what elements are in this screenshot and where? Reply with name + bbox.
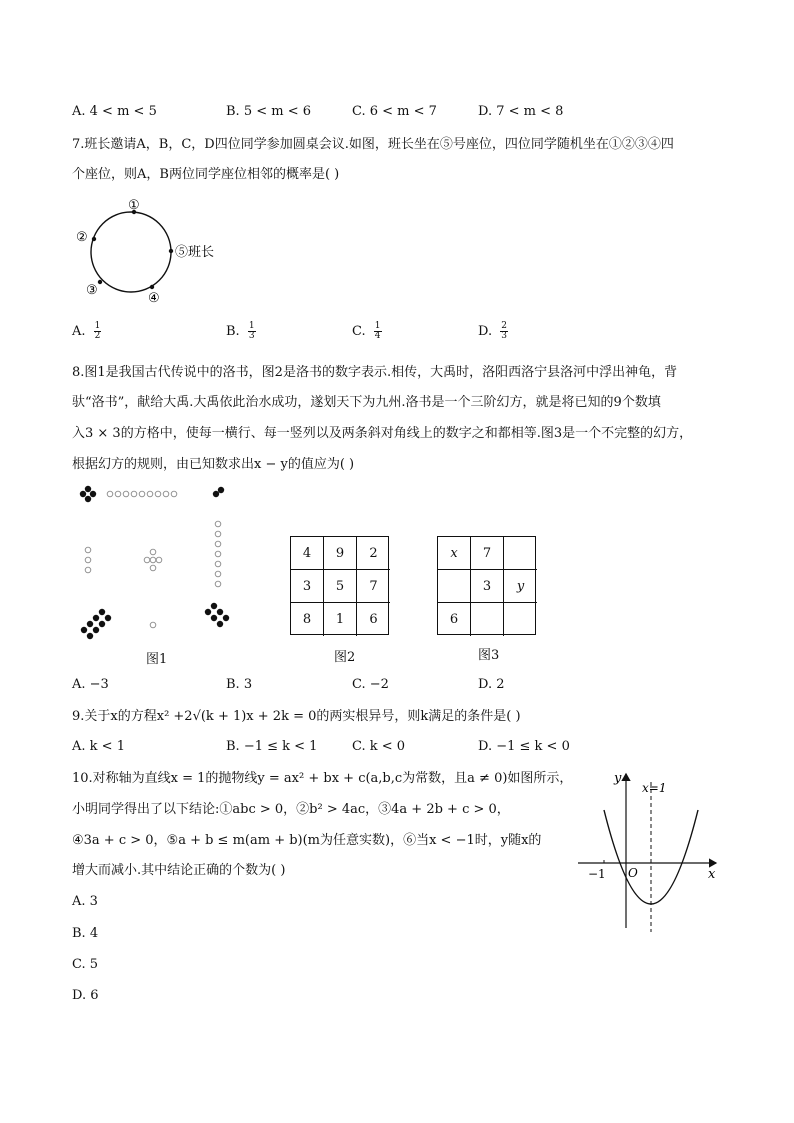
symmetry-axis-label: x=1 — [642, 781, 667, 795]
fraction-numerator: 1 — [248, 321, 255, 331]
q7-option-c-letter: C. — [352, 324, 366, 339]
q6-option-c: C. 6 < m < 7 — [352, 104, 437, 119]
grid3-cell — [438, 570, 471, 603]
fraction-denominator: 3 — [501, 331, 507, 341]
seat-3-label: ③ — [86, 283, 98, 298]
fig3-caption: 图3 — [478, 648, 500, 663]
q7-round-table-figure — [74, 196, 234, 306]
q10-text-line4: 增大而减小.其中结论正确的个数为( ) — [72, 863, 286, 878]
q9-option-d: D. −1 ≤ k < 0 — [478, 739, 570, 754]
q10-text-line1: 10.对称轴为直线x = 1的抛物线y = ax² + bx + c(a,b,c为常数，且a ≠ 0)如图所示， — [72, 771, 573, 786]
fraction-numerator: 2 — [501, 321, 507, 331]
q7-option-d — [478, 322, 508, 341]
grid3-cell — [504, 537, 537, 570]
grid2-cell: 7 — [357, 570, 390, 603]
parabola-graph — [578, 768, 724, 934]
q8-text-line2: 驮“洛书”，献给大禹.大禹依此治水成功，遂划天下为九州.洛书是一个三阶幻方，就是将已知的9个数填 — [72, 395, 661, 410]
q10-option-b: B. 4 — [72, 926, 99, 941]
q7-option-a-letter: A. — [72, 324, 86, 339]
grid3-cell: x — [438, 537, 471, 570]
seat-4-label: ④ — [148, 291, 160, 306]
q10-option-d: D. 6 — [72, 988, 99, 1003]
grid2-cell: 5 — [324, 570, 357, 603]
origin-label: O — [628, 866, 638, 880]
q7-option-c-fraction — [374, 322, 382, 341]
grid2-cell: 6 — [369, 612, 378, 627]
q7-text-line2: 个座位，则A，B两位同学座位相邻的概率是( ) — [72, 167, 340, 182]
q6-option-b: B. 5 < m < 6 — [226, 104, 312, 119]
y-axis-label: y — [614, 771, 622, 786]
q8-option-b: B. 3 — [226, 677, 253, 692]
grid3-cell — [504, 603, 537, 636]
grid2-cell: 9 — [324, 537, 357, 570]
grid2-cell: 3 — [291, 570, 324, 603]
q8-text-line1: 8.图1是我国古代传说中的洛书，图2是洛书的数字表示.相传，大禹时，洛阳西洛宁县洛河中浮出神龟，背 — [72, 365, 678, 380]
fig1-caption: 图1 — [146, 652, 168, 667]
seat-2-label: ② — [76, 230, 88, 245]
grid2-cell: 8 — [291, 603, 324, 636]
neg-one-label: −1 — [588, 867, 606, 881]
q8-option-a: A. −3 — [72, 677, 109, 692]
q7-option-a-fraction — [94, 322, 102, 341]
q10-text-line3: ④3a + c > 0，⑤a + b ≤ m(am + b)(m为任意实数)，⑥当x < −1时，y随x的 — [72, 833, 542, 848]
grid3-cell — [471, 603, 504, 636]
q10-text-line2: 小明同学得出了以下结论:①abc > 0，②b² > 4ac，③4a + 2b + c > 0， — [72, 802, 510, 817]
grid2-cell: 4 — [291, 537, 324, 570]
q7-text-line1: 7.班长邀请A，B，C，D四位同学参加圆桌会议.如图，班长坐在⑤号座位，四位同学随机坐在①②③④四 — [72, 137, 674, 152]
q10-option-a: A. 3 — [72, 894, 98, 909]
q7-option-d-letter: D. — [478, 324, 493, 339]
fraction-denominator: 4 — [374, 331, 381, 341]
grid3-cell: 7 — [471, 537, 504, 570]
q7-option-d-fraction — [500, 322, 508, 341]
q6-option-d: D. 7 < m < 8 — [478, 104, 564, 119]
q7-option-b — [226, 322, 256, 341]
fraction-numerator: 1 — [94, 321, 101, 331]
q10-option-c: C. 5 — [72, 957, 99, 972]
fig2-caption: 图2 — [334, 650, 356, 665]
q9-option-c: C. k < 0 — [352, 739, 406, 754]
q9-option-b: B. −1 ≤ k < 1 — [226, 739, 318, 754]
fraction-denominator: 3 — [248, 331, 255, 341]
fraction-denominator: 2 — [94, 331, 101, 341]
q7-option-b-letter: B. — [226, 324, 240, 339]
seat-5-label: ⑤班长 — [175, 245, 215, 260]
seat-1-label: ① — [128, 198, 140, 213]
grid2-cell: 2 — [357, 537, 390, 570]
grid3-cell: 6 — [438, 603, 471, 636]
q8-text-line3: 入3 × 3的方格中，使每一横行、每一竖列以及两条斜对角线上的数字之和都相等.图3是一个不完整的幻方， — [72, 426, 693, 441]
grid2-cell: 1 — [324, 603, 357, 636]
q8-text-line4: 根据幻方的规则，由已知数求出x − y的值应为( ) — [72, 457, 355, 472]
q6-option-a: A. 4 < m < 5 — [72, 104, 157, 119]
fraction-numerator: 1 — [374, 321, 381, 331]
x-axis-label: x — [708, 867, 716, 882]
magic-square-incomplete — [437, 536, 536, 635]
luoshu-dot-figure — [74, 484, 234, 644]
q8-option-d: D. 2 — [478, 677, 505, 692]
q7-option-c — [352, 322, 382, 341]
grid3-cell: y — [504, 570, 537, 603]
q9-option-a: A. k < 1 — [72, 739, 125, 754]
q8-option-c: C. −2 — [352, 677, 389, 692]
q9-text-line1: 9.关于x的方程x² +2√(k + 1)x + 2k = 0的两实根异号，则k满足的条件是( ) — [72, 709, 521, 724]
grid3-cell: 3 — [471, 570, 504, 603]
q7-option-a — [72, 322, 101, 341]
magic-square-complete — [290, 536, 389, 635]
q7-option-b-fraction — [248, 322, 256, 341]
